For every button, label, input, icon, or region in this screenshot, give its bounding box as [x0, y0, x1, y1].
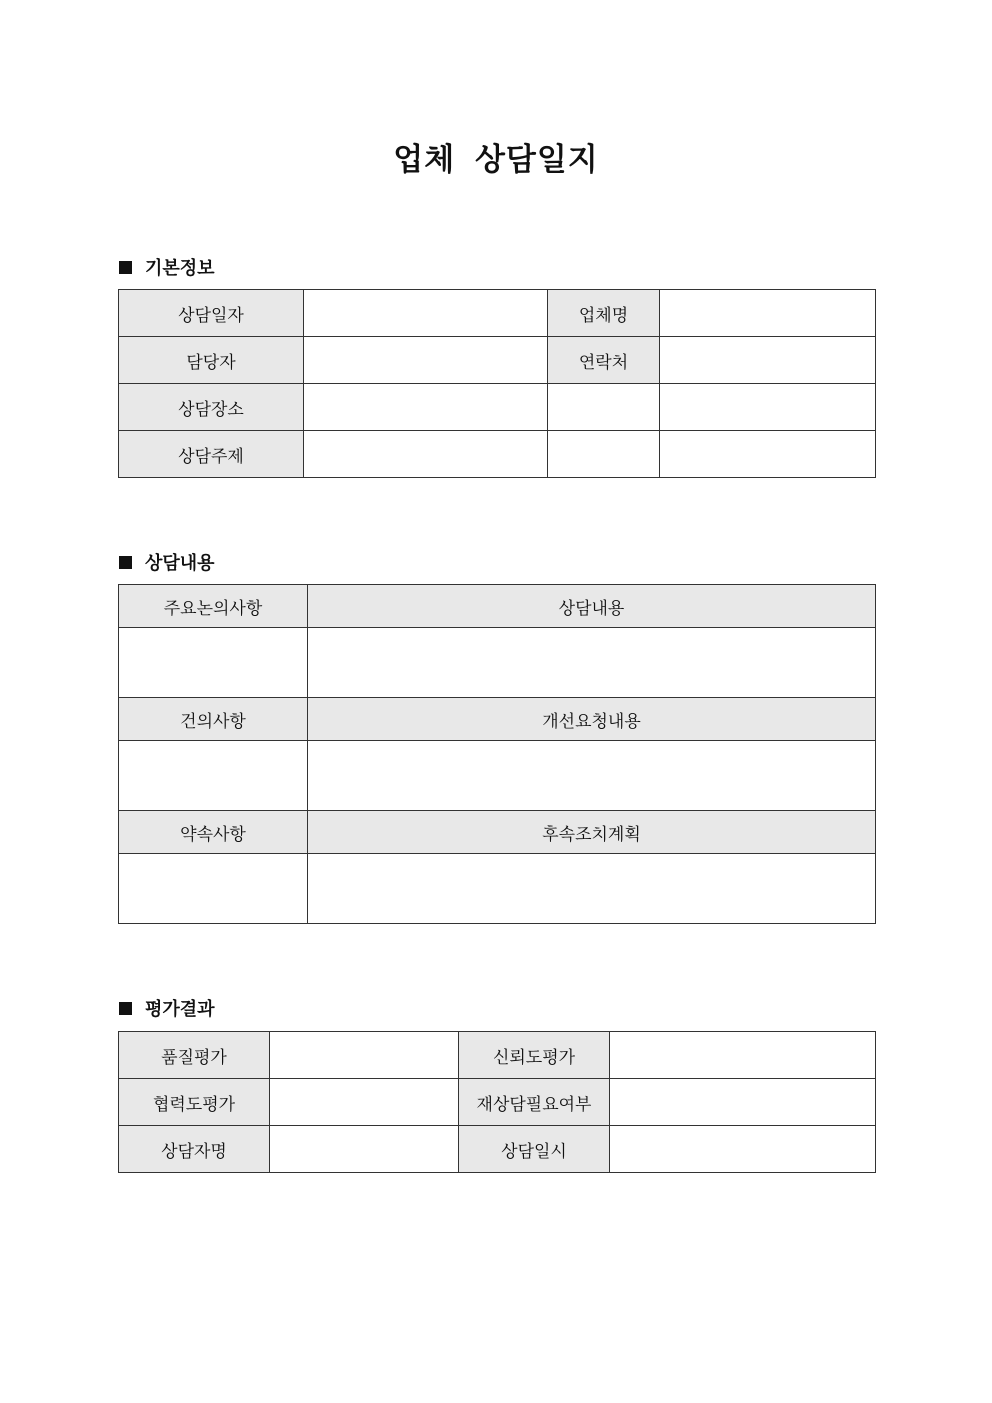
main-discussion-field[interactable] — [119, 628, 308, 698]
consult-date-label: 상담일자 — [119, 290, 304, 337]
section-heading-consultation — [119, 549, 215, 575]
consult-datetime-field[interactable] — [610, 1126, 876, 1173]
reconsult-needed-field[interactable] — [610, 1079, 876, 1126]
section-heading-label: 기본정보 — [145, 258, 215, 279]
company-name-label: 업체명 — [548, 290, 660, 337]
square-bullet-icon — [119, 1002, 132, 1015]
table-row — [119, 337, 876, 384]
table-row — [119, 811, 876, 854]
section-heading-basic-info — [119, 254, 215, 280]
improvement-request-field[interactable] — [308, 741, 876, 811]
table-row — [119, 854, 876, 924]
square-bullet-icon — [119, 556, 132, 569]
reliability-eval-field[interactable] — [610, 1032, 876, 1079]
empty-cell[interactable] — [660, 384, 876, 431]
reliability-eval-label: 신뢰도평가 — [459, 1032, 610, 1079]
basic-info-table — [118, 289, 876, 478]
promise-field[interactable] — [119, 854, 308, 924]
follow-up-plan-field[interactable] — [308, 854, 876, 924]
table-row — [119, 1032, 876, 1079]
manager-field[interactable] — [304, 337, 548, 384]
follow-up-plan-label: 후속조치계획 — [308, 811, 876, 854]
consult-content-field[interactable] — [308, 628, 876, 698]
table-row — [119, 698, 876, 741]
table-row — [119, 628, 876, 698]
table-row — [119, 290, 876, 337]
square-bullet-icon — [119, 261, 132, 274]
suggestion-label: 건의사항 — [119, 698, 308, 741]
improvement-request-label: 개선요청내용 — [308, 698, 876, 741]
consultant-name-label: 상담자명 — [119, 1126, 270, 1173]
evaluation-table — [118, 1031, 876, 1173]
promise-label: 약속사항 — [119, 811, 308, 854]
manager-label: 담당자 — [119, 337, 304, 384]
consult-topic-field[interactable] — [304, 431, 548, 478]
reconsult-needed-label: 재상담필요여부 — [459, 1079, 610, 1126]
empty-cell[interactable] — [660, 431, 876, 478]
cooperation-eval-label: 협력도평가 — [119, 1079, 270, 1126]
consultant-name-field[interactable] — [270, 1126, 459, 1173]
consult-topic-label: 상담주제 — [119, 431, 304, 478]
consultation-table — [118, 584, 876, 924]
company-name-field[interactable] — [660, 290, 876, 337]
section-heading-label: 평가결과 — [145, 999, 215, 1020]
cooperation-eval-field[interactable] — [270, 1079, 459, 1126]
consult-place-field[interactable] — [304, 384, 548, 431]
quality-eval-label: 품질평가 — [119, 1032, 270, 1079]
contact-label: 연락처 — [548, 337, 660, 384]
consult-datetime-label: 상담일시 — [459, 1126, 610, 1173]
main-discussion-label: 주요논의사항 — [119, 585, 308, 628]
contact-field[interactable] — [660, 337, 876, 384]
suggestion-field[interactable] — [119, 741, 308, 811]
section-heading-evaluation — [119, 995, 215, 1021]
consult-place-label: 상담장소 — [119, 384, 304, 431]
consult-content-label: 상담내용 — [308, 585, 876, 628]
table-row — [119, 1079, 876, 1126]
table-row — [119, 384, 876, 431]
section-heading-label: 상담내용 — [145, 553, 215, 574]
table-row — [119, 431, 876, 478]
table-row — [119, 741, 876, 811]
table-row — [119, 585, 876, 628]
empty-cell[interactable] — [548, 384, 660, 431]
document-title: 업체 상담일지 — [393, 142, 599, 178]
empty-cell[interactable] — [548, 431, 660, 478]
consult-date-field[interactable] — [304, 290, 548, 337]
table-row — [119, 1126, 876, 1173]
quality-eval-field[interactable] — [270, 1032, 459, 1079]
